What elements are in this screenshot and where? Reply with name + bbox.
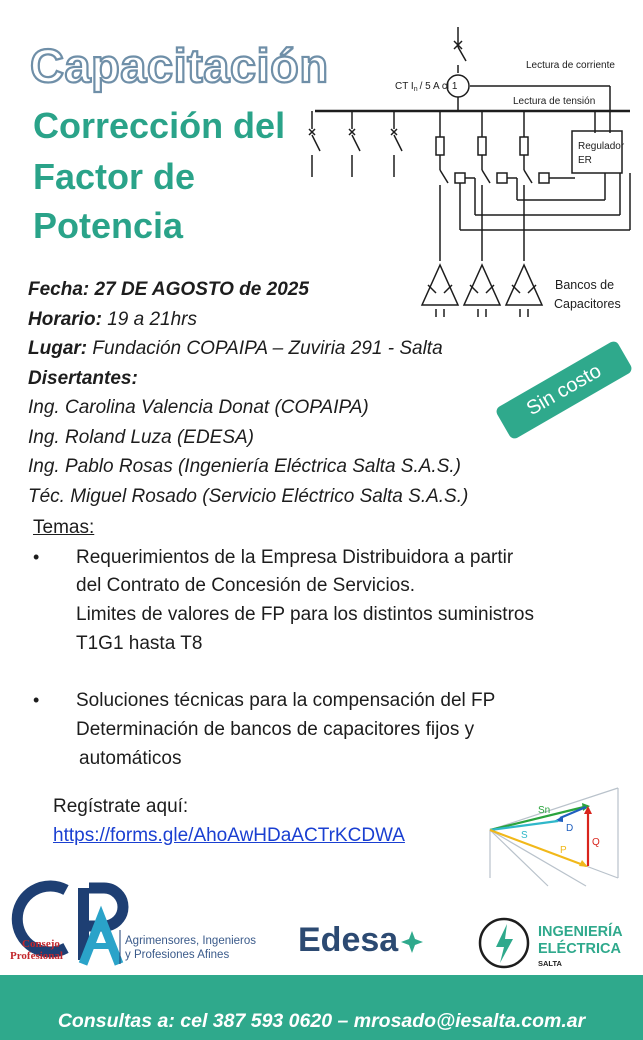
speaker-item: Ing. Roland Luza (EDESA) — [28, 426, 255, 448]
topic-line: Requerimientos de la Empresa Distribuidora a partir — [76, 547, 514, 568]
ct-label: CT $I_n / 5$ A cl 1 — [395, 81, 458, 93]
fecha-value: 27 DE AGOSTO de 2025 — [94, 279, 309, 300]
horario-value: 19 a 21hrs — [107, 308, 197, 330]
speaker-item: Téc. Miguel Rosado (Servicio Eléctrico Salta S.A.S.) — [28, 485, 469, 507]
subtitle-line-3: Potencia — [33, 205, 184, 246]
topic-line: del Contrato de Concesión de Servicios. — [76, 575, 416, 596]
speaker-item: Ing. Pablo Rosas (Ingeniería Eléctrica Salta S.A.S.) — [28, 456, 461, 477]
d-label: D — [566, 823, 574, 834]
lugar-label: Lugar: — [28, 338, 88, 359]
p-label: P — [560, 845, 567, 856]
edesa-wordmark: Edesa — [298, 921, 399, 959]
topic-line: Determinación de bancos de capacitores fijos y — [76, 719, 475, 740]
horario-row — [28, 305, 548, 335]
q-label: Q — [592, 837, 600, 848]
regulador-label: Regulador — [578, 141, 625, 152]
ie-line-2: ELÉCTRICA — [538, 941, 621, 957]
lugar-value: Fundación COPAIPA – Zuviria 291 - Salta — [92, 338, 443, 359]
power-vector-diagram — [478, 768, 628, 893]
topic-line: automáticos — [79, 748, 182, 769]
ingenieria-electrica-logo — [474, 912, 634, 974]
free-badge: Sin costo — [494, 339, 633, 440]
temas-title: Temas: — [33, 517, 95, 538]
fecha-label: Fecha: — [28, 279, 90, 300]
cp-line-2: Profesional — [10, 950, 63, 962]
event-details — [28, 275, 548, 511]
lugar-row — [28, 334, 548, 364]
main-title: Capacitación — [30, 39, 329, 92]
consejo-profesional-logo — [8, 878, 258, 970]
s-label: S — [521, 830, 528, 841]
ie-line-1: INGENIERÍA — [538, 924, 623, 940]
bancos-label-2: Capacitores — [554, 297, 621, 311]
lightning-bolt-icon — [496, 924, 513, 963]
star-icon — [401, 931, 423, 953]
fecha-row — [28, 275, 548, 305]
topic-line: Soluciones técnicas para la compensación del FP — [76, 690, 496, 711]
bullet-icon: • — [33, 547, 40, 567]
subtitle-line-1: Corrección del — [33, 105, 286, 146]
register-label: Regístrate aquí: — [53, 796, 189, 817]
horario-label: Horario: — [28, 308, 102, 330]
footer-contact: Consultas a: cel 387 593 0620 – mrosado@iesalta.com.ar — [57, 1010, 586, 1032]
topic-line: T1G1 hasta T8 — [76, 633, 203, 654]
subtitle-line-2: Factor de — [33, 156, 196, 197]
disertantes-row — [28, 364, 548, 394]
er-label: ER — [578, 155, 592, 166]
cp-desc-1: Agrimensores, Ingenieros — [125, 935, 257, 947]
topic-line: Limites de valores de FP para los distintos suministros — [76, 604, 534, 625]
cp-desc-2: y Profesiones Afines — [125, 949, 230, 961]
edesa-logo — [298, 915, 428, 961]
lectura-corriente-label: Lectura de corriente — [526, 60, 615, 71]
register-link[interactable]: https://forms.gle/AhoAwHDaACTrKCDWA — [53, 825, 405, 846]
sn-label: Sn — [538, 805, 551, 816]
bancos-label-1: Bancos de — [555, 278, 615, 292]
speaker-item: Ing. Carolina Valencia Donat (COPAIPA) — [28, 397, 369, 418]
lectura-tension-label: Lectura de tensión — [513, 96, 596, 107]
disertantes-label: Disertantes: — [28, 367, 138, 389]
ie-line-3: SALTA — [538, 959, 562, 968]
cp-line-1: Consejo — [22, 938, 60, 950]
bullet-icon: • — [33, 690, 40, 710]
